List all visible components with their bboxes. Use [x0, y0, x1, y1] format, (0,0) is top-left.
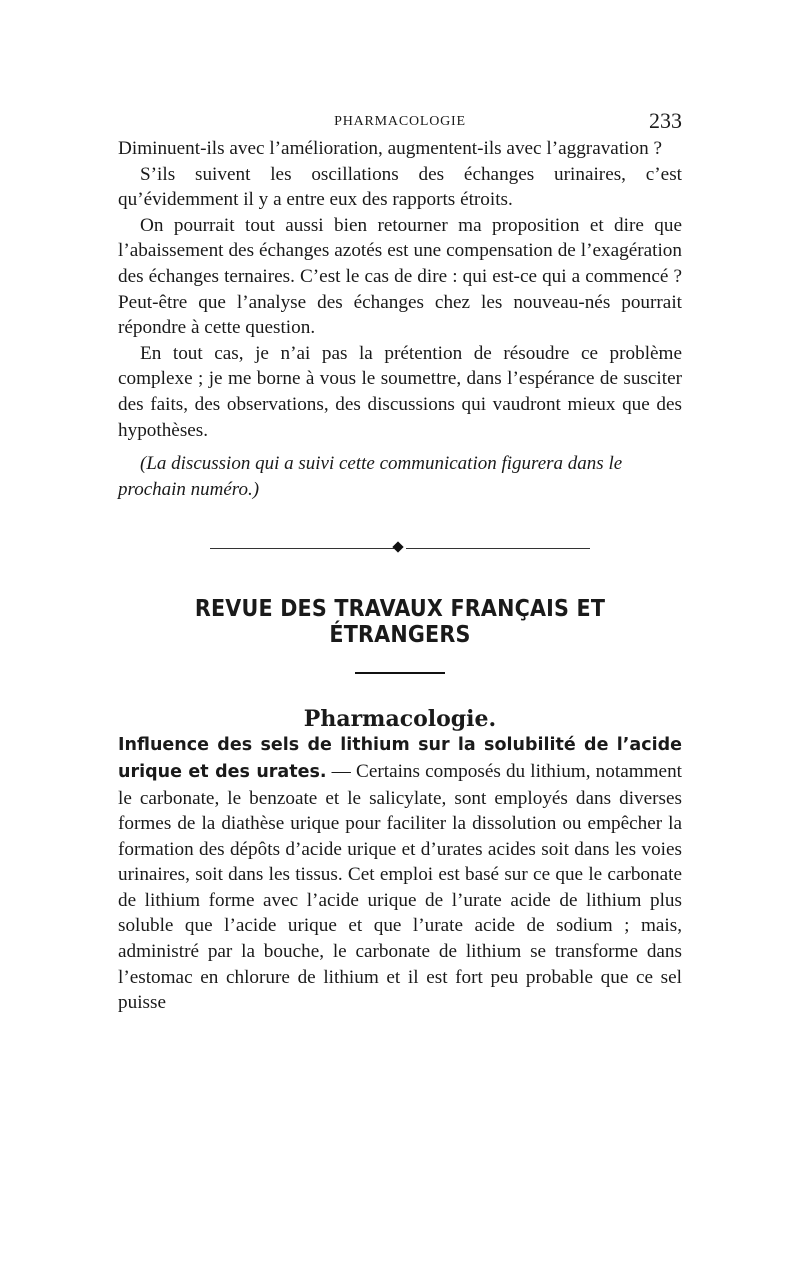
section-title: REVUE DES TRAVAUX FRANÇAIS ET ÉTRANGERS: [194, 596, 606, 649]
article-dash: —: [326, 760, 357, 782]
article-title: Influence des sels de lithium sur la solubilité de l’acide urique et des urates.: [118, 735, 682, 782]
diamond-ornament-icon: [392, 542, 403, 553]
divider-line-left: [210, 548, 394, 549]
divider-line-right: [406, 548, 590, 549]
running-head: PHARMACOLOGIE: [334, 114, 466, 129]
editorial-note: (La discussion qui a suivi cette communication figurera dans le prochain numéro.): [118, 453, 623, 500]
paragraph-4: En tout cas, je n’ai pas la prétention de résoudre ce problème complexe ; je me borne à vous le soumettre, dans l’espérance de susciter des faits, des observations, des discussions qui vaudront mieux que des hypothèses.: [118, 342, 682, 441]
title-rule: [355, 672, 445, 674]
paragraph-1: Diminuent-ils avec l’amélioration, augmentent-ils avec l’aggravation ?: [118, 138, 662, 159]
paragraph-3: On pourrait tout aussi bien retourner ma proposition et dire que l’abaissement des échanges azotés est une compensation de l’exagération des échanges ternaires. C’est le cas de dire : qui est-ce qui a commencé ? Peut-être que l’analyse des échanges chez les nouveau-nés pourrait répondre à cette question.: [118, 214, 682, 339]
subsection-heading: Pharmacologie.: [303, 706, 497, 733]
page-number: 233: [649, 108, 682, 133]
ornamental-divider: [210, 542, 590, 556]
page-header: [118, 108, 682, 136]
document-page: [118, 108, 682, 1016]
paragraph-2: S’ils suivent les oscillations des échanges urinaires, c’est qu’évidemment il y a entre eux des rapports étroits.: [118, 163, 682, 211]
article-paragraph: [118, 732, 682, 1016]
article-body: Certains composés du lithium, notamment le carbonate, le benzoate et le salicylate, sont employés dans diverses formes de la diathèse urique pour faciliter la dissolution ou empêcher la formation des dépôts d’acide urique et d’urates acides soit dans les voies urinaires, soit dans les tissus. Cet emploi est basé sur ce que le carbonate de lithium forme avec l’acide urique de l’urate acide de lithium plus soluble que l’acide urique et que l’urate acide de sodium ; mais, administré par la bouche, le carbonate de lithium se transforme dans l’estomac en chlorure de lithium et il est fort peu probable que ce sel puisse: [118, 760, 682, 1014]
